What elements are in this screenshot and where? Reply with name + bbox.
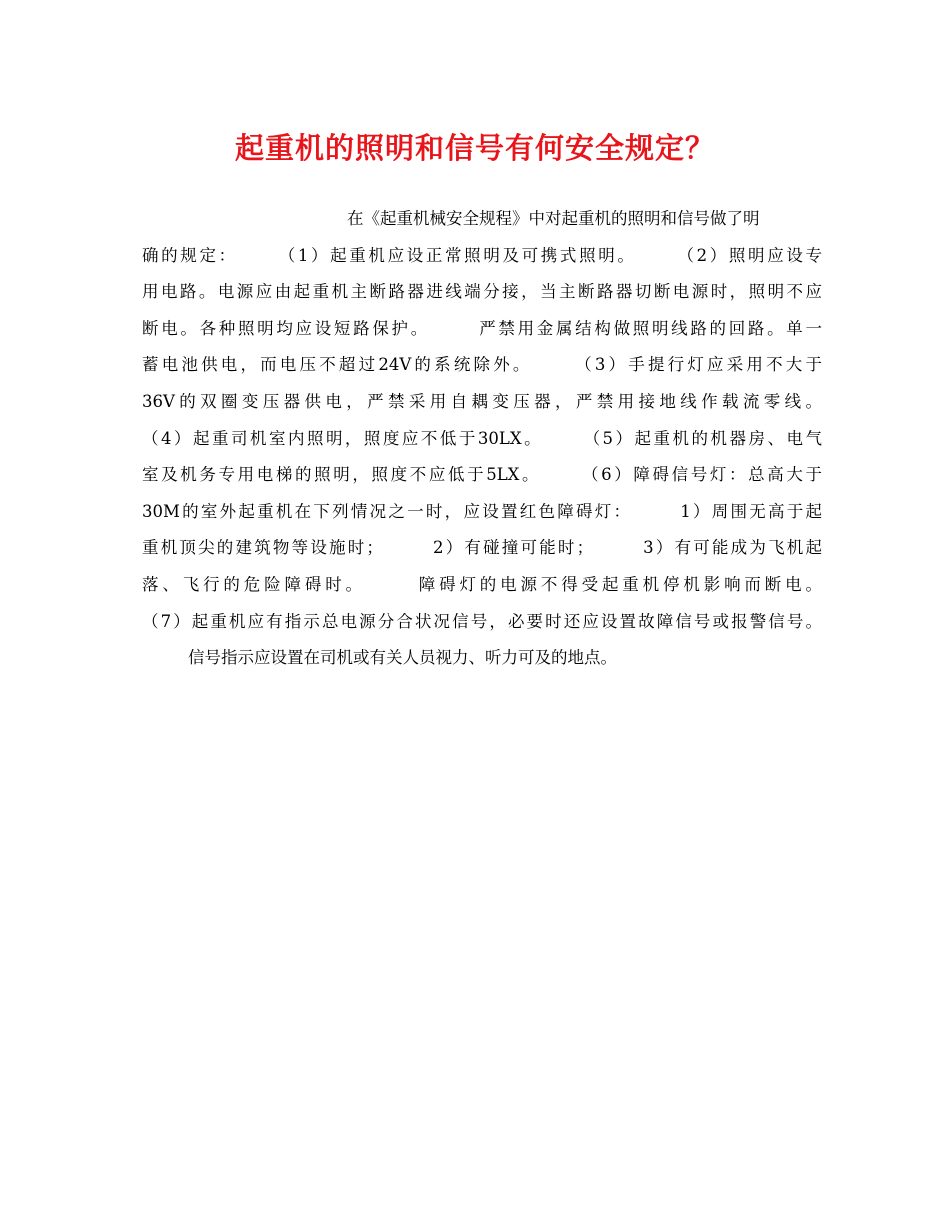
body-line: 用电路。电源应由起重机主断路器进线端分接，当主断路器切断电源时，照明不应 xyxy=(142,282,822,302)
document-body xyxy=(142,201,822,677)
body-line: 36V的双圈变压器供电，严禁采用自耦变压器，严禁用接地线作载流零线。 xyxy=(142,391,822,411)
body-line: （4）起重司机室内照明，照度应不低于30LX。 （5）起重机的机器房、电气 xyxy=(142,428,822,448)
body-line: 断电。各种照明均应设短路保护。 严禁用金属结构做照明线路的回路。单一 xyxy=(142,318,822,338)
document-title: 起重机的照明和信号有何安全规定？ xyxy=(234,131,715,165)
body-line: 重机顶尖的建筑物等设施时； 2）有碰撞可能时； 3）有可能成为飞机起 xyxy=(142,538,822,558)
body-line: 室及机务专用电梯的照明，照度不应低于5LX。 （6）障碍信号灯：总高大于 xyxy=(142,465,822,485)
body-line: 30M的室外起重机在下列情况之一时，应设置红色障碍灯： 1）周围无高于起 xyxy=(142,501,822,521)
body-line: （7）起重机应有指示总电源分合状况信号，必要时还应设置故障信号或报警信号。 xyxy=(142,611,822,631)
body-line: 确的规定： （1）起重机应设正常照明及可携式照明。 （2）照明应设专 xyxy=(142,245,822,265)
body-line: 信号指示应设置在司机或有关人员视力、听力可及的地点。 xyxy=(188,648,617,668)
body-line: 在《起重机械安全规程》中对起重机的照明和信号做了明 xyxy=(347,209,760,228)
body-line: 蓄电池供电，而电压不超过24V的系统除外。 （3）手提行灯应采用不大于 xyxy=(142,355,822,375)
body-line: 落、飞行的危险障碍时。 障碍灯的电源不得受起重机停机影响而断电。 xyxy=(142,574,822,594)
